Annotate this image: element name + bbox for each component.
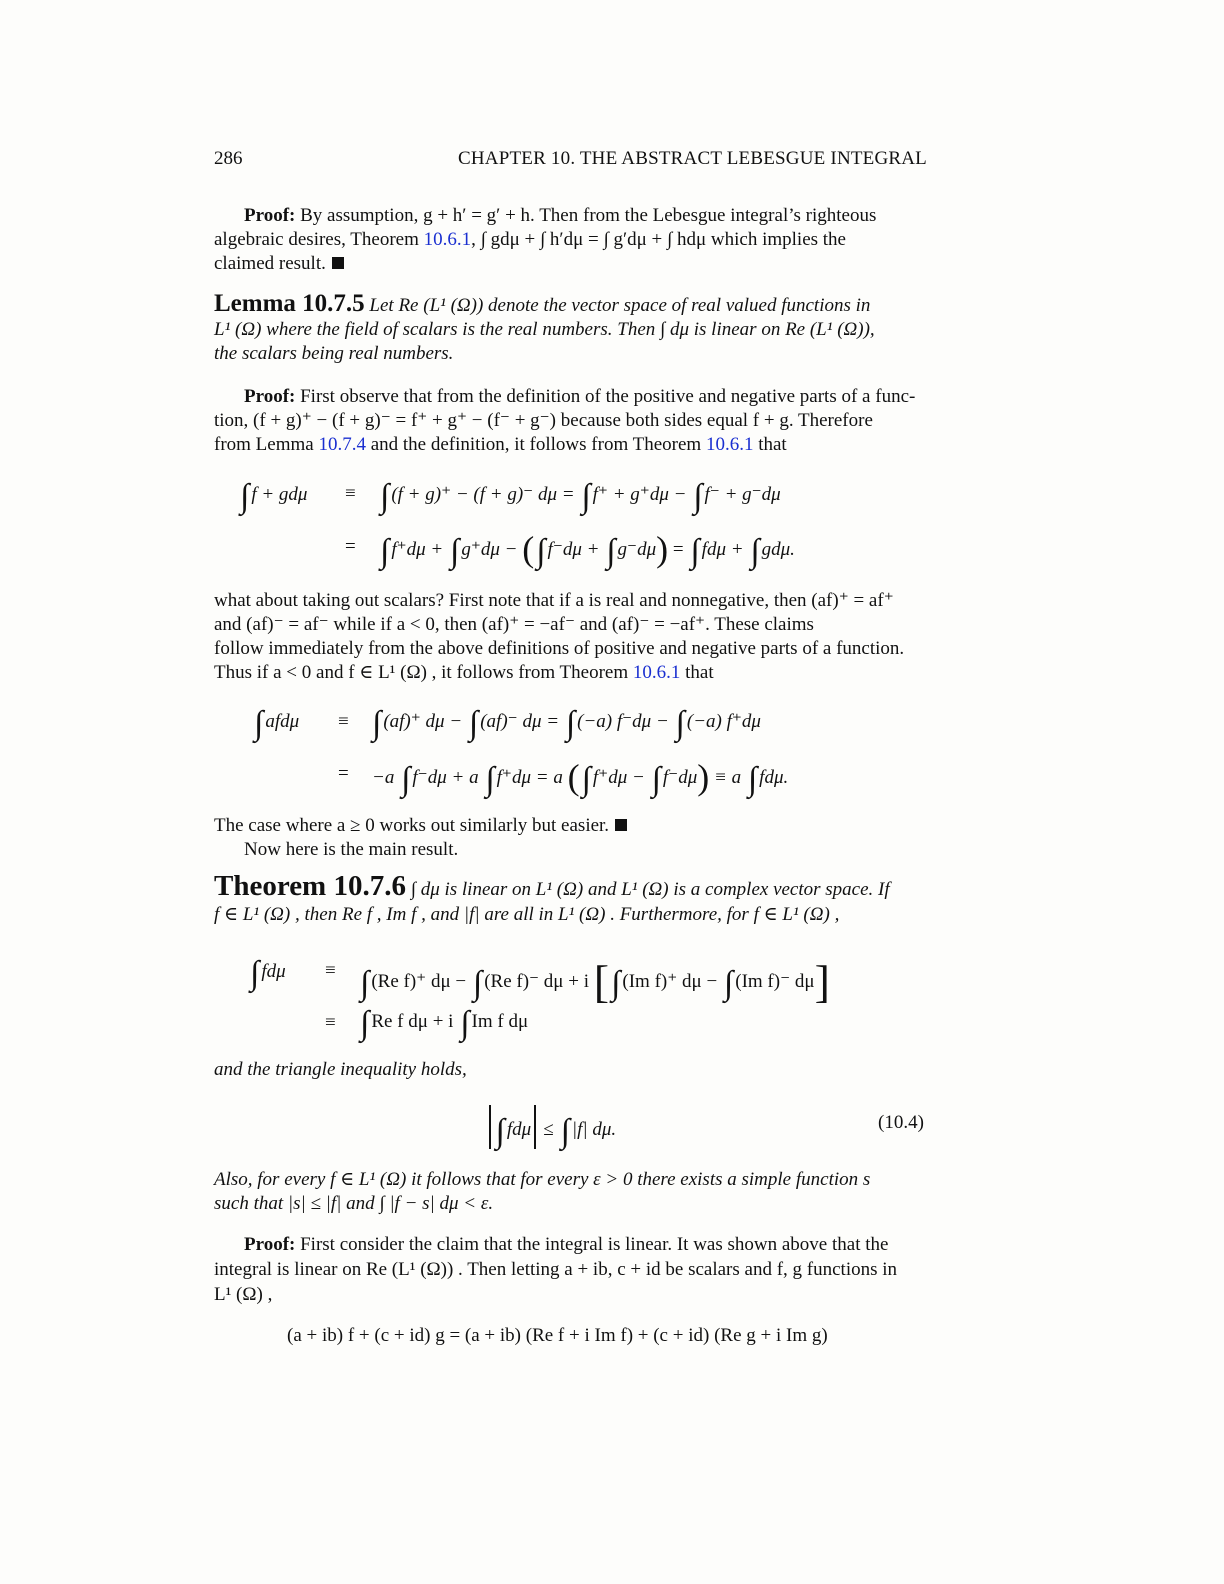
- also-line2: such that |s| ≤ |f| and ∫ |f − s| dμ < ε.: [214, 1193, 494, 1214]
- proof-paragraph-3: Proof: First consider the claim that the integral is linear. It was shown above that the: [244, 1234, 889, 1255]
- proof-paragraph-1-line3: claimed result.: [214, 252, 927, 276]
- page-number: 286: [214, 148, 243, 169]
- equation-relation: ≡: [345, 483, 356, 504]
- equation-2-row-1: ∫ afdμ: [254, 705, 300, 742]
- equation-relation: =: [338, 763, 349, 784]
- equation-1-row-1-rhs: ∫ (f + g)⁺ − (f + g)⁻ dμ = ∫ f⁺ + g⁺dμ − ∫ f⁻ + g⁻dμ: [380, 478, 781, 515]
- proof-paragraph-2-line2: tion, (f + g)⁺ − (f + g)⁻ = f⁺ + g⁺ − (f⁻ + g⁻) because both sides equal f + g. Therefore: [214, 410, 873, 431]
- lemma-label: Lemma 10.7.5: [214, 290, 365, 317]
- lemma-line2: L¹ (Ω) where the field of scalars is the real numbers. Then ∫ dμ is linear on Re (L¹ (Ω)),: [214, 319, 875, 340]
- proof-label: Proof:: [244, 205, 296, 226]
- equation-3-row-1: ∫ fdμ: [250, 955, 286, 992]
- equation-relation: ≡: [325, 1012, 336, 1033]
- equation-2-row-2: −a ∫ f⁻dμ + a ∫ f⁺dμ = a (∫ f⁺dμ − ∫ f⁻dμ) ≡ a ∫ fdμ.: [372, 757, 789, 798]
- scalars-paragraph-line3: follow immediately from the above definitions of positive and negative parts of a function.: [214, 638, 905, 659]
- proof-paragraph-2: Proof: First observe that from the definition of the positive and negative parts of a func-: [244, 386, 916, 407]
- equation-3-row-2: ∫ Re f dμ + i ∫ Im f dμ: [360, 1005, 529, 1042]
- equation-number: (10.4): [878, 1112, 924, 1133]
- theorem-ref-link[interactable]: 10.6.1: [632, 662, 681, 683]
- proof-paragraph-1: [214, 204, 927, 228]
- proof-paragraph-3-line3: L¹ (Ω) ,: [214, 1284, 273, 1305]
- equation-2-row-1-rhs: ∫ (af)⁺ dμ − ∫ (af)⁻ dμ = ∫ (−a) f⁻dμ − ∫ (−a) f⁺dμ: [372, 705, 761, 742]
- proof-text: By assumption, g + h′ = g′ + h. Then from the Lebesgue integral’s righteous: [300, 205, 877, 226]
- chapter-title: CHAPTER 10. THE ABSTRACT LEBESGUE INTEGRAL: [458, 148, 927, 169]
- proof-paragraph-3-line2: integral is linear on Re (L¹ (Ω)) . Then letting a + ib, c + id be scalars and f, g functions in: [214, 1259, 898, 1280]
- scalars-paragraph-line1: what about taking out scalars? First note that if a is real and nonnegative, then (af)⁺ = af⁺: [214, 590, 894, 611]
- triangle-inequality: ∫ fdμ ≤ ∫ |f| dμ.: [486, 1105, 616, 1151]
- theorem-ref-link[interactable]: 10.6.1: [705, 434, 754, 455]
- equation-relation: ≡: [325, 960, 336, 981]
- qed-symbol: [332, 257, 344, 269]
- also-line1: Also, for every f ∈ L¹ (Ω) it follows that for every ε > 0 there exists a simple function s: [214, 1169, 871, 1190]
- qed-symbol: [615, 819, 627, 831]
- scalars-paragraph-line2: and (af)⁻ = af⁻ while if a < 0, then (af)⁺ = −af⁻ and (af)⁻ = −af⁺. These claims: [214, 614, 814, 635]
- equation-relation: =: [345, 536, 356, 557]
- proof-paragraph-2-line3: from Lemma 10.7.4 and the definition, it follows from Theorem 10.6.1 that: [214, 434, 787, 455]
- equation-relation: ≡: [338, 711, 349, 732]
- equation-4: (a + ib) f + (c + id) g = (a + ib) (Re f + i Im f) + (c + id) (Re g + i Im g): [287, 1325, 828, 1346]
- equation-3-row-1-rhs: ∫ (Re f)⁺ dμ − ∫ (Re f)⁻ dμ + i [∫ (Im f)⁺ dμ − ∫ (Im f)⁻ dμ]: [360, 956, 830, 1007]
- lemma-line3: the scalars being real numbers.: [214, 343, 454, 364]
- theorem-line2: f ∈ L¹ (Ω) , then Re f , Im f , and |f| are all in L¹ (Ω) . Furthermore, for f ∈ L¹ (Ω) ,: [214, 904, 840, 925]
- theorem-ref-link[interactable]: 10.6.1: [423, 229, 472, 250]
- lemma-ref-link[interactable]: 10.7.4: [318, 434, 366, 455]
- scalars-paragraph-line4: Thus if a < 0 and f ∈ L¹ (Ω) , it follows from Theorem 10.6.1 that: [214, 662, 714, 683]
- equation-1-row-2: ∫ f⁺dμ + ∫ g⁺dμ − (∫ f⁻dμ + ∫ g⁻dμ) = ∫ fdμ + ∫ gdμ.: [380, 529, 795, 570]
- proof-label: Proof:: [244, 386, 296, 407]
- theorem-label: Theorem 10.7.6: [214, 870, 406, 902]
- lemma-statement: Lemma 10.7.5 Let Re (L¹ (Ω)) denote the vector space of real valued functions in: [214, 290, 871, 317]
- main-result-intro: Now here is the main result.: [244, 839, 459, 860]
- triangle-intro: and the triangle inequality holds,: [214, 1059, 467, 1080]
- theorem-statement: Theorem 10.7.6 ∫ dμ is linear on L¹ (Ω) and L¹ (Ω) is a complex vector space. If: [214, 870, 890, 902]
- proof-label: Proof:: [244, 1234, 296, 1255]
- equation-1-row-1: ∫ f + gdμ: [240, 478, 308, 515]
- case-line: The case where a ≥ 0 works out similarly but easier.: [214, 814, 927, 838]
- proof-paragraph-1-line2: algebraic desires, Theorem 10.6.1, ∫ gdμ + ∫ h′dμ = ∫ g′dμ + ∫ hdμ which implies the: [214, 229, 846, 250]
